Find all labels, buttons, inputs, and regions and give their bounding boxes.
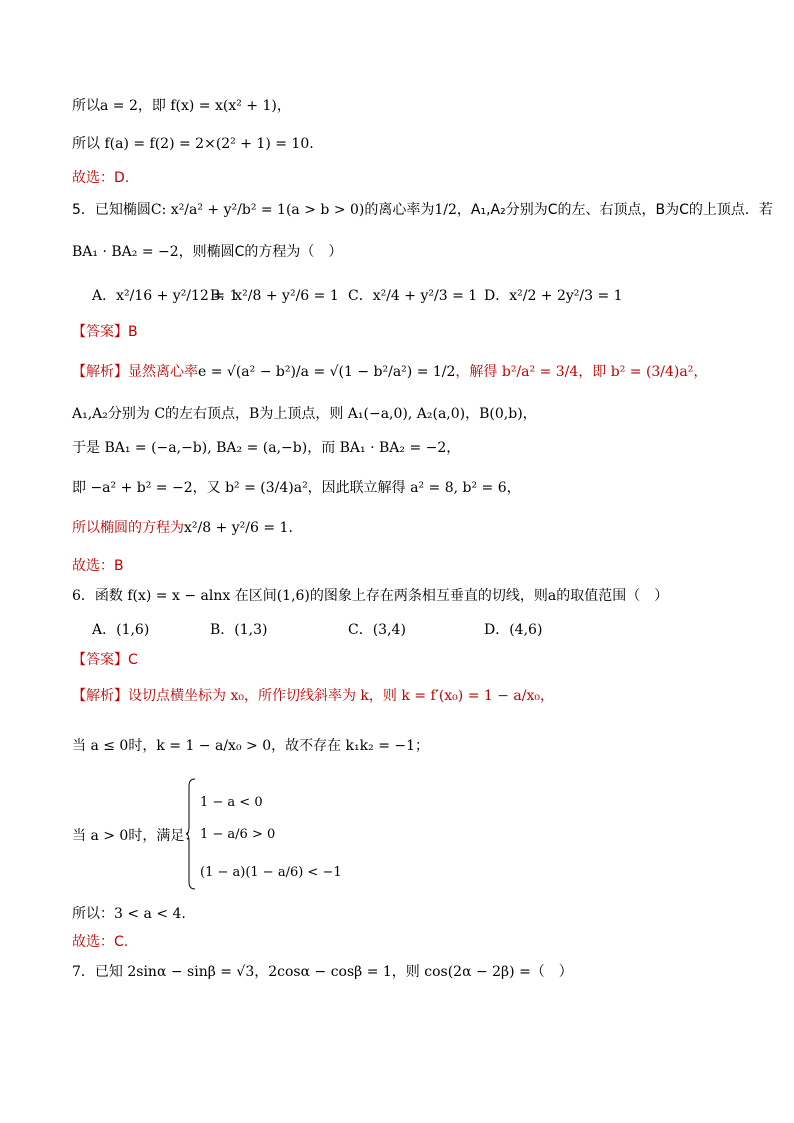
inequality-row-1: 1 − a < 0 — [200, 795, 263, 810]
q5-ellipse-equation: C: x²/a² + y²/b² = 1(a > b > 0) — [150, 202, 365, 218]
q5-analysis-line3: 于是 BA₁ = (−a,−b), BA₂ = (a,−b)，而 BA₁ · BA₂ = −2， — [72, 440, 461, 456]
inequality-system — [186, 778, 342, 890]
q6-answer: 【答案】C — [72, 652, 138, 668]
q6-option-d: D．(4,6) — [484, 622, 543, 638]
question-6-stem: 6．函数 f(x) = x − alnx 在区间(1,6)的图象上存在两条相互垂直的切线，则a的取值范围（ ） — [72, 588, 669, 604]
q5-option-a: A．x²/16 + y²/12 = 1 — [92, 288, 239, 304]
q5-ask: ，则椭圆C的方程为（ ） — [178, 244, 343, 260]
left-brace-icon — [186, 778, 196, 890]
q6-choice: 故选：C. — [72, 934, 129, 950]
q6-analysis-tag: 【解析】 — [72, 688, 128, 704]
q6-result: 所以：3 < a < 4. — [72, 906, 186, 922]
q5-analysis-conclusion-equation: x²/8 + y²/6 = 1. — [184, 520, 293, 536]
q6-analysis-line1 — [72, 686, 554, 706]
q5-prefix: 5．已知椭圆 — [72, 202, 151, 218]
choice-line-d: 故选：D. — [72, 170, 130, 186]
q5-eccentricity-text: 的离心率为 — [364, 202, 435, 218]
q5-analysis-eccentricity-formula: e = √(a² − b²)/a = √(1 − b²/a²) = 1/2 — [198, 364, 456, 380]
q5-analysis-line5 — [72, 518, 293, 538]
q5-option-d: D．x²/2 + 2y²/3 = 1 — [484, 288, 623, 304]
q6-analysis-slope: 设切点横坐标为 x₀，所作切线斜率为 k，则 k = f′(x₀) = 1 − a/x₀， — [128, 688, 554, 704]
question-5-stem — [72, 200, 773, 220]
q5-option-b: B．x²/8 + y²/6 = 1 — [210, 288, 339, 304]
q5-analysis-line4: 即 −a² + b² = −2，又 b² = (3/4)a²，因此联立解得 a² = 8, b² = 6， — [72, 480, 521, 496]
inequality-row-3: (1 − a)(1 − a/6) < −1 — [200, 865, 342, 880]
q5-analysis-line1 — [72, 362, 707, 382]
q5-option-c: C．x²/4 + y²/3 = 1 — [348, 288, 478, 304]
q6-option-c: C．(3,4) — [348, 622, 406, 638]
q5-analysis-eccentricity-text: 显然离心率 — [128, 364, 198, 380]
q5-analysis-conclusion-text: 所以椭圆的方程为 — [72, 520, 184, 536]
q5-eccentricity-value: 1/2 — [434, 202, 457, 218]
question-7-stem: 7．已知 2sinα − sinβ = √3，2cosα − cosβ = 1，则 cos(2α − 2β) =（ ） — [72, 964, 573, 980]
inequality-row-2: 1 − a/6 > 0 — [200, 827, 276, 842]
q5-choice: 故选：B — [72, 558, 124, 574]
q5-answer: 【答案】B — [72, 324, 138, 340]
solution-line-f-a: 所以 f(a) = f(2) = 2×(2² + 1) = 10. — [72, 136, 314, 152]
solution-line-a-value: 所以a = 2，即 f(x) = x(x² + 1)， — [72, 98, 291, 114]
q6-option-b: B．(1,3) — [210, 622, 268, 638]
q5-analysis-tag: 【解析】 — [72, 364, 128, 380]
question-5-stem-line2 — [72, 242, 342, 262]
q5-vertex-text: ，A₁,A₂分别为C的左、右顶点，B为C的上顶点．若 — [456, 202, 773, 218]
q5-analysis-solve: ，解得 b²/a² = 3/4，即 b² = (3/4)a²， — [455, 364, 708, 380]
q6-analysis-line2: 当 a ≤ 0时，k = 1 − a/x₀ > 0，故不存在 k₁k₂ = −1； — [72, 738, 430, 754]
q5-analysis-line2: A₁,A₂分别为 C的左右顶点，B为上顶点，则 A₁(−a,0), A₂(a,0)，B(0,b)， — [72, 406, 537, 422]
q6-option-a: A．(1,6) — [92, 622, 150, 638]
q6-analysis-line3: 当 a > 0时，满足： — [72, 828, 199, 844]
q5-vector-condition: BA₁ · BA₂ = −2 — [72, 244, 179, 260]
